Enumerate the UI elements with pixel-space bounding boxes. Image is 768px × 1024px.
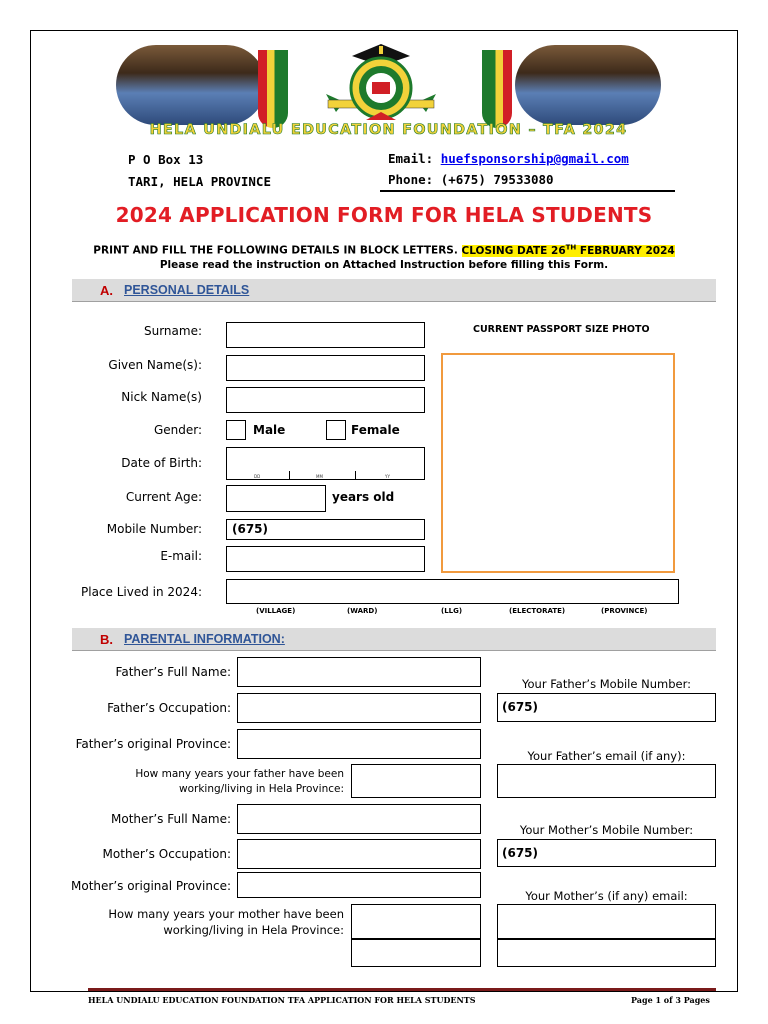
dob-year-hint: YY xyxy=(385,474,390,479)
father-province-input[interactable] xyxy=(237,729,481,759)
print-text: PRINT AND FILL THE FOLLOWING DETAILS IN BLOCK LETTERS. xyxy=(93,244,458,257)
father-years-input[interactable] xyxy=(351,764,481,798)
mother-email-input[interactable] xyxy=(497,904,716,939)
father-occupation-input[interactable] xyxy=(237,693,481,723)
place-province: (PROVINCE) xyxy=(601,607,648,615)
phone-number: (+675) 79533080 xyxy=(440,172,554,187)
phone-label: Phone: xyxy=(388,172,434,187)
place-llg: (LLG) xyxy=(441,607,463,615)
section-b-header xyxy=(72,628,716,651)
mother-years-input[interactable] xyxy=(351,904,481,939)
place-input[interactable] xyxy=(226,579,679,604)
print-instruction xyxy=(0,243,768,257)
dob-day-hint: DD xyxy=(254,474,261,479)
father-name-label: Father’s Full Name: xyxy=(115,665,231,679)
email-link[interactable]: huefsponsorship@gmail.com xyxy=(440,151,629,166)
male-checkbox[interactable] xyxy=(226,420,246,440)
female-label: Female xyxy=(351,423,400,437)
photo-label: CURRENT PASSPORT SIZE PHOTO xyxy=(473,324,650,335)
mother-name-label: Mother’s Full Name: xyxy=(111,812,231,826)
flag-swoosh-left xyxy=(258,50,288,128)
closing-date: CLOSING DATE 26TH FEBRUARY 2024 xyxy=(461,243,675,257)
mother-years-label: How many years your mother have been working/living in Hela Province: xyxy=(108,907,344,937)
given-names-label: Given Name(s): xyxy=(108,358,202,372)
nick-names-label: Nick Name(s) xyxy=(121,390,202,404)
section-a-header xyxy=(72,279,716,302)
students-photo-left xyxy=(116,45,266,125)
father-name-input[interactable] xyxy=(237,657,481,687)
section-b-title: PARENTAL INFORMATION: xyxy=(124,632,285,646)
passport-photo-box[interactable] xyxy=(441,353,675,573)
po-box: P O Box 13 xyxy=(128,152,204,167)
email-label: Email: xyxy=(388,151,434,166)
male-label: Male xyxy=(253,423,286,437)
father-mobile-prefix: (675) xyxy=(502,700,539,714)
mother-mobile-prefix: (675) xyxy=(502,846,539,860)
foundation-emblem-icon xyxy=(322,42,440,126)
email-label: E-mail: xyxy=(160,549,202,563)
father-email-label: Your Father’s email (if any): xyxy=(527,749,686,763)
female-checkbox[interactable] xyxy=(326,420,346,440)
phone-row xyxy=(388,172,554,187)
place-electorate: (ELECTORATE) xyxy=(509,607,566,615)
mother-province-label: Mother’s original Province: xyxy=(71,879,231,893)
dob-month-hint: MM xyxy=(316,474,323,479)
dob-divider xyxy=(355,471,356,480)
mother-occupation-label: Mother’s Occupation: xyxy=(102,847,231,861)
email-input[interactable] xyxy=(226,546,425,572)
section-a-letter: A. xyxy=(100,283,113,298)
mother-province-input[interactable] xyxy=(237,872,481,898)
father-years-label: How many years your father have been working/living in Hela Province: xyxy=(135,768,344,795)
footer-rule xyxy=(88,988,716,991)
age-suffix: years old xyxy=(332,490,395,504)
given-names-input[interactable] xyxy=(226,355,425,381)
mobile-label: Mobile Number: xyxy=(106,522,202,536)
footer-page-number: Page 1 of 3 Pages xyxy=(631,995,710,1005)
age-input[interactable] xyxy=(226,485,326,512)
dob-divider xyxy=(289,471,290,480)
mother-email-input-extra[interactable] xyxy=(497,939,716,967)
mother-mobile-label: Your Mother’s Mobile Number: xyxy=(519,823,694,837)
father-mobile-label: Your Father’s Mobile Number: xyxy=(522,677,691,691)
father-province-label: Father’s original Province: xyxy=(75,737,231,751)
footer-org: HELA UNDIALU EDUCATION FOUNDATION TFA APPLICATION FOR HELA STUDENTS xyxy=(88,995,476,1005)
place-village: (VILLAGE) xyxy=(256,607,296,615)
read-instruction: Please read the instruction on Attached Instruction before filling this Form. xyxy=(159,259,609,271)
location: TARI, HELA PROVINCE xyxy=(128,174,271,189)
students-photo-right xyxy=(515,45,661,125)
mother-name-input[interactable] xyxy=(237,804,481,834)
father-email-input[interactable] xyxy=(497,764,716,798)
dob-label: Date of Birth: xyxy=(121,456,202,470)
mobile-prefix: (675) xyxy=(232,522,269,536)
surname-input[interactable] xyxy=(226,322,425,348)
flag-swoosh-right xyxy=(482,50,512,128)
age-label: Current Age: xyxy=(125,490,202,504)
header-rule xyxy=(380,190,675,192)
place-label: Place Lived in 2024: xyxy=(81,585,202,599)
mother-email-label: Your Mother’s (if any) email: xyxy=(525,889,688,903)
gender-label: Gender: xyxy=(153,423,202,437)
mother-occupation-input[interactable] xyxy=(237,839,481,869)
mother-years-input-extra[interactable] xyxy=(351,939,481,967)
section-a-title: PERSONAL DETAILS xyxy=(124,283,250,297)
form-title: 2024 APPLICATION FORM FOR HELA STUDENTS xyxy=(115,203,653,227)
father-occupation-label: Father’s Occupation: xyxy=(107,701,231,715)
email-row xyxy=(388,151,629,166)
surname-label: Surname: xyxy=(143,324,202,338)
section-b-letter: B. xyxy=(100,632,113,647)
org-name-banner: HELA UNDIALU EDUCATION FOUNDATION – TFA 2024 xyxy=(149,122,628,138)
place-ward: (WARD) xyxy=(347,607,378,615)
nick-names-input[interactable] xyxy=(226,387,425,413)
